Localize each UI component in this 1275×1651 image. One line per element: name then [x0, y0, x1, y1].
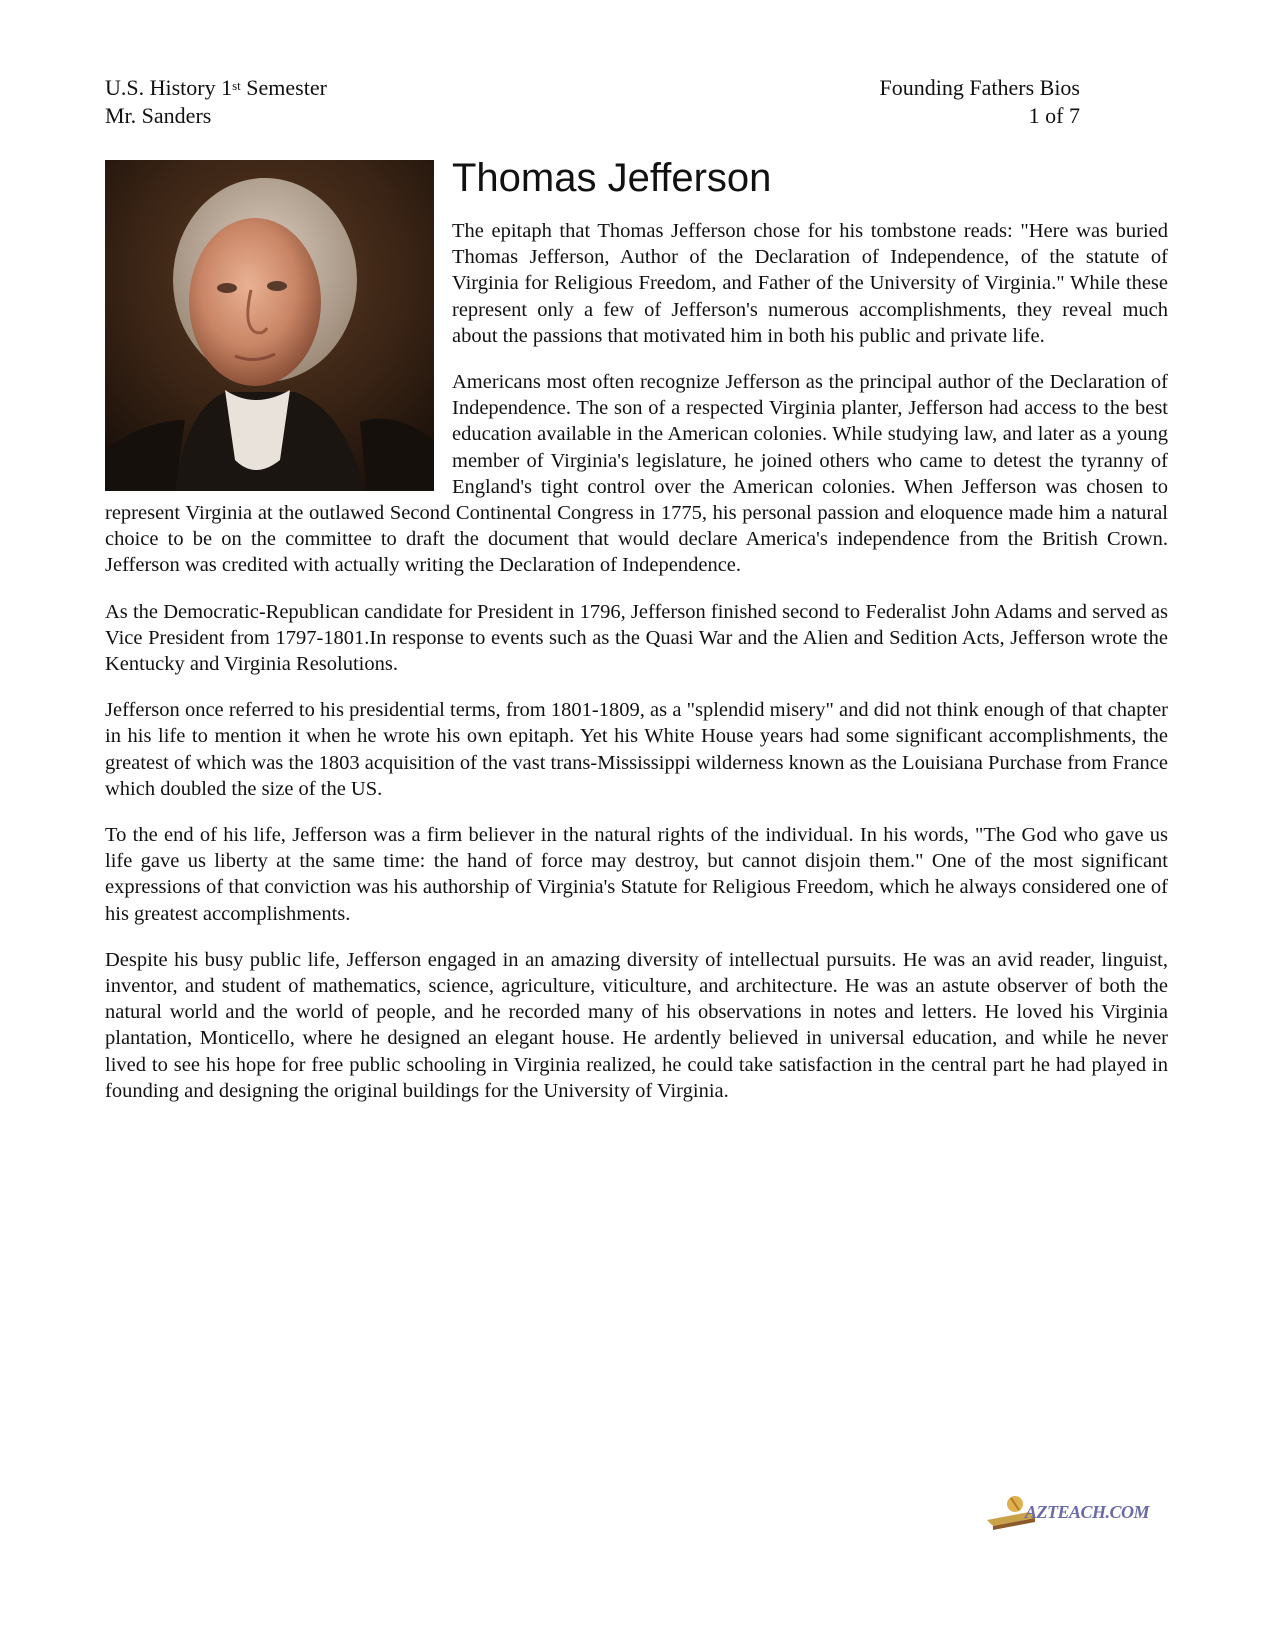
- teacher-name: Mr. Sanders: [105, 103, 212, 128]
- paragraph-3: As the Democratic-Republican candidate for President in 1796, Jefferson finished second to Federalist John Adams and served as Vice President from 1797-1801.In response to events such as the Quasi War and the Alien and Sedition Acts, Jefferson wrote the Kentucky and Virginia Resolutions.: [105, 600, 1168, 676]
- paragraph-1: The epitaph that Thomas Jefferson chose for his tombstone reads: "Here was buried Thomas Jefferson, Author of the Declaration of Independence, of the statute of Virginia for Religious Freedom, and Father of the University of Virginia." While these represent only a few of Jefferson's numerous accomplishments, they reveal much about the passions that motivated him in both his public and private life.: [452, 220, 1168, 347]
- page-title: Thomas Jefferson: [452, 156, 772, 200]
- page-number: 1 of 7: [1028, 103, 1080, 128]
- paragraph-2: Americans most often recognize Jefferson as the principal author of the Declaration of Independence. The son of a respected Virginia planter, Jefferson had access to the best education available in the American colonies. While studying law, and later as a young member of Virginia's legislature, he joined others who came to detest the tyranny of England's tight control over the American colonies. When Jefferson was chosen to represent Virginia at the outlawed Second Continental Congress in 1775, his personal passion and eloquence made him a natural choice to be on the committee to draft the document that would declare America's independence from the British Crown. Jefferson was credited with actually writing the Declaration of Independence.: [105, 371, 1168, 577]
- document-title: Founding Fathers Bios: [879, 75, 1080, 100]
- header-row-2: [105, 102, 1080, 130]
- paragraph-5: To the end of his life, Jefferson was a firm believer in the natural rights of the individual. In his words, "The God who gave us life gave us liberty at the same time: the hand of force may destroy, but cannot disjoin them." One of the most significant expressions of that conviction was his authorship of Virginia's Statute for Religious Freedom, which he always considered one of his greatest accomplishments.: [105, 824, 1168, 925]
- course-name: U.S. History 1st Semester: [105, 75, 327, 100]
- logo-text: AZTEACH.COM: [1025, 1502, 1150, 1522]
- paragraph-6: Despite his busy public life, Jefferson engaged in an amazing diversity of intellectual pursuits. He was an avid reader, linguist, inventor, and student of mathematics, science, agriculture, viticulture, and architecture. He was an astute observer of both the natural world and the world of people, and he recorded many of his observations in notes and letters. He loved his Virginia plantation, Monticello, where he designed an elegant house. He ardently believed in universal education, and while he never lived to see his hope for free public schooling in Virginia realized, he could take satisfaction in the central part he had played in founding and designing the original buildings for the University of Virginia.: [105, 948, 1168, 1102]
- header-row-1: [105, 74, 1080, 102]
- portrait-of-thomas-jefferson-icon: [105, 160, 434, 491]
- portrait-image: [105, 160, 434, 491]
- paragraph-4: Jefferson once referred to his presidential terms, from 1801-1809, as a "splendid misery" and did not think enough of that chapter in his life to mention it when he wrote his own epitaph. Yet his White House years had some significant accomplishments, the greatest of which was the 1803 acquisition of the vast trans-Mississippi wilderness known as the Louisiana Purchase from France which doubled the size of the US.: [105, 699, 1168, 800]
- page-header: [105, 74, 1080, 130]
- azteach-logo: [985, 1490, 1150, 1530]
- article: [105, 156, 1168, 1124]
